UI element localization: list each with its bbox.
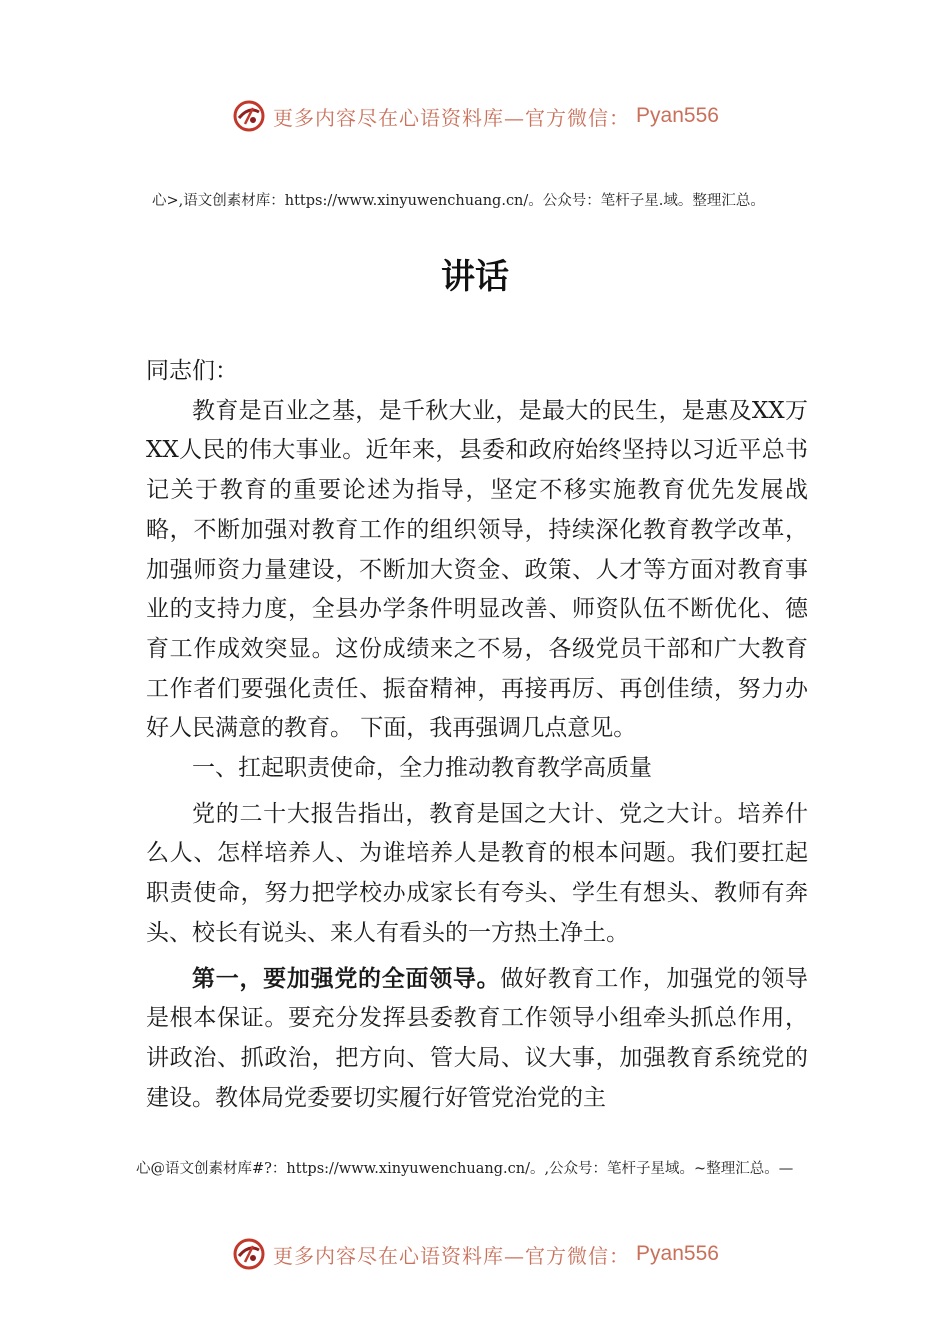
watermark-banner-top — [0, 96, 950, 136]
point-1-body: 做好教育工作，加强党的领导是根本保证。要充分发挥县委教育工作领导小组牵头抓总作用，讲政治、抓政治，把方向、管大局、议大事，加强教育系统党的建设。教体局党委要切实履行好管党治党的主 — [146, 965, 809, 1111]
brand-logo-icon — [231, 98, 267, 134]
paragraph-section-1: 党的二十大报告指出，教育是国之大计、党之大计。培养什么人、怎样培养人、为谁培养人是教育的根本问题。我们要扛起职责使命，努力把学校办成家长有夸头、学生有想头、教师有奔头、校长有说头、来人有看头的一方热土净土。 — [146, 800, 808, 946]
watermark-banner-bottom — [0, 1234, 950, 1274]
footer-source-note: 心@语文创素材库#?：https://www.xinyuwenchuang.cn/。,公众号：笔杆子星域。~整理汇总。— — [136, 1161, 794, 1177]
watermark-text: 更多内容尽在心语资料库—官方微信： — [273, 105, 631, 130]
salutation: 同志们： — [146, 358, 238, 384]
point-1-lead: 第一，要加强党的全面领导。 — [192, 965, 501, 992]
watermark-text: 更多内容尽在心语资料库—官方微信： — [273, 1243, 631, 1268]
document-body — [146, 352, 808, 1118]
watermark-wechat-id: Pyan556 — [636, 104, 719, 127]
brand-logo-icon — [231, 1236, 267, 1272]
watermark-wechat-id: Pyan556 — [636, 1242, 719, 1265]
paragraph-point-1 — [146, 960, 808, 1119]
document-title: 讲话 — [441, 257, 509, 297]
paragraph-intro: 教育是百业之基，是千秋大业，是最大的民生，是惠及XX万 XX人民的伟大事业。近年来，县委和政府始终坚持以习近平总书记关于教育的重要论述为指导，坚定不移实施教育优先发展战略，不断加强对教育工作的组织领导，持续深化教育教学改革，加强师资力量建设，不断加大资金、政策、人才等方面对教育事业的支持力度，全县办学条件明显改善、师资队伍不断优化、德育工作成效突显。这份成绩来之不易，各级党员干部和广大教育工作者们要强化责任、振奋精神，再接再厉、再创佳绩，努力办好人民满意的教育。 下面，我再强调几点意见。 — [146, 397, 808, 742]
header-source-note: 心>,语文创素材库：https://www.xinyuwenchuang.cn/。公众号：笔杆子星.域。整理汇总。 — [152, 193, 765, 209]
section-heading-1: 一、扛起职责使命，全力推动教育教学高质量 — [192, 755, 652, 782]
